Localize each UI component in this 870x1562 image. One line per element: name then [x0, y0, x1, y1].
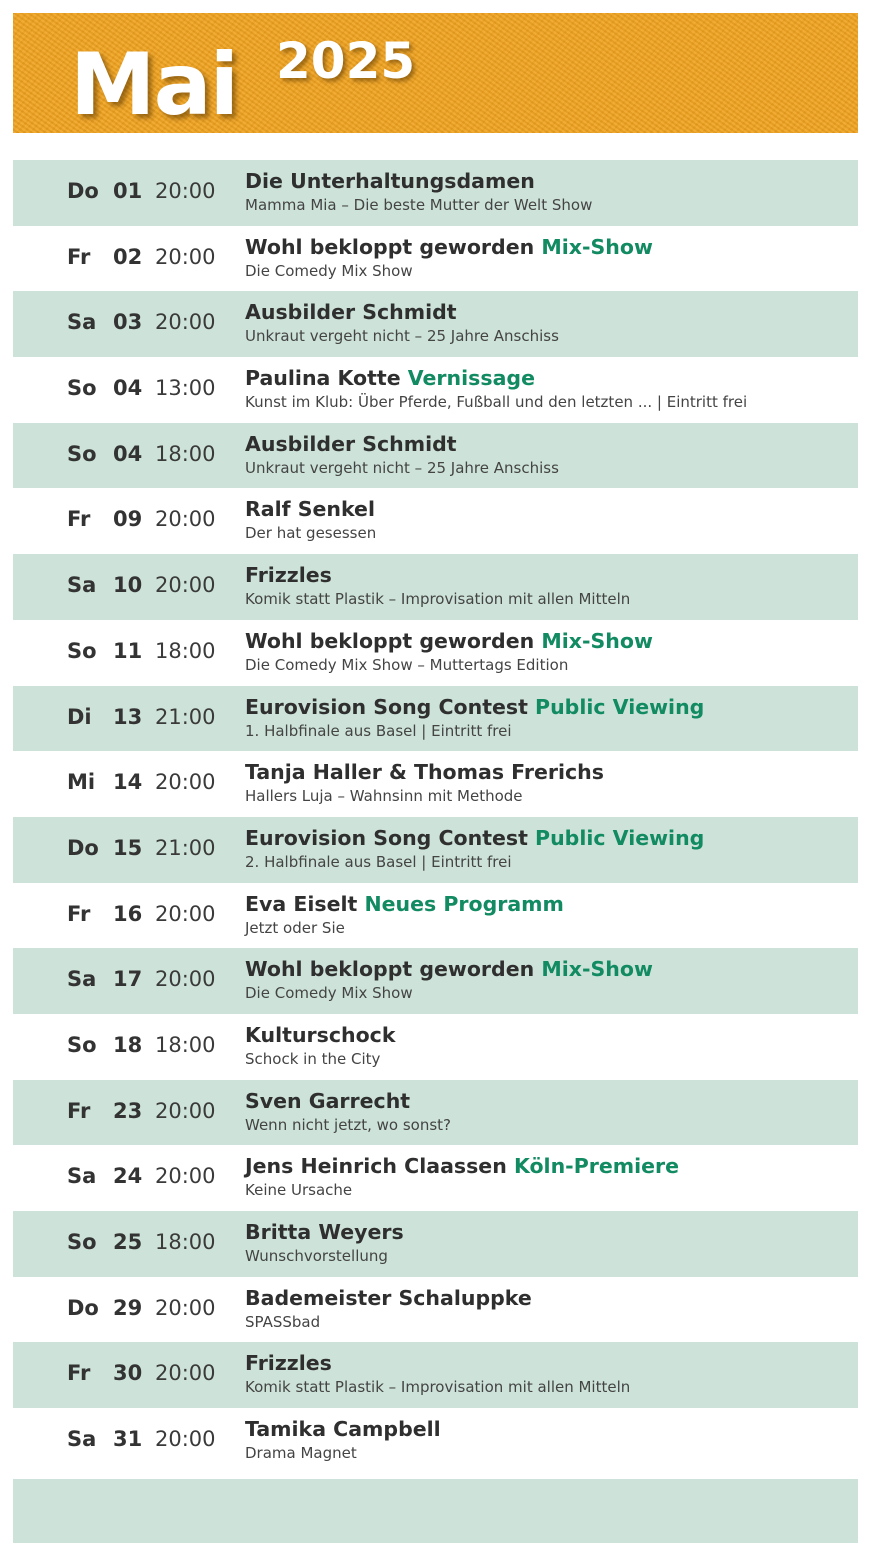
- event-row: [13, 1014, 858, 1080]
- event-title-line: [245, 496, 375, 522]
- event-tag: Public Viewing: [535, 694, 705, 719]
- event-title-line: [245, 1022, 395, 1048]
- event-title: Ausbilder Schmidt: [245, 431, 457, 456]
- event-title-line: [245, 299, 457, 325]
- event-title: Frizzles: [245, 563, 332, 588]
- event-title: Ralf Senkel: [245, 497, 375, 522]
- event-row: [13, 686, 858, 752]
- event-title: Ausbilder Schmidt: [245, 300, 457, 325]
- event-time: 20:00: [155, 507, 216, 532]
- event-list: [13, 160, 858, 1543]
- event-weekday: So: [67, 638, 97, 663]
- event-subtitle: Komik statt Plastik – Improvisation mit allen Mitteln: [245, 590, 631, 609]
- event-row: [13, 620, 858, 686]
- event-date: 09: [113, 507, 143, 532]
- event-title: Sven Garrecht: [245, 1088, 411, 1113]
- event-date: 11: [113, 638, 143, 663]
- event-time: 20:00: [155, 1361, 216, 1386]
- event-weekday: So: [67, 1032, 97, 1057]
- event-weekday: Di: [67, 704, 92, 729]
- event-weekday: Sa: [67, 967, 97, 992]
- event-weekday: Do: [67, 1295, 99, 1320]
- event-row: [13, 1408, 858, 1474]
- event-subtitle: 2. Halbfinale aus Basel | Eintritt frei: [245, 852, 512, 871]
- event-time: 20:00: [155, 310, 216, 335]
- event-subtitle: SPASSbad: [245, 1312, 321, 1331]
- event-time: 18:00: [155, 638, 216, 663]
- event-row: [13, 1080, 858, 1146]
- event-weekday: Do: [67, 835, 99, 860]
- event-title: Wohl bekloppt geworden: [245, 957, 535, 982]
- event-time: 20:00: [155, 1295, 216, 1320]
- event-title-line: [245, 1416, 441, 1442]
- event-title: Eurovision Song Contest: [245, 825, 528, 850]
- event-date: 16: [113, 901, 143, 926]
- event-weekday: So: [67, 1230, 97, 1254]
- event-subtitle: Drama Magnet: [245, 1444, 357, 1463]
- event-title: Frizzles: [245, 1351, 332, 1376]
- event-weekday: Fr: [67, 901, 91, 926]
- event-subtitle: Komik statt Plastik – Improvisation mit allen Mitteln: [245, 1378, 631, 1397]
- event-subtitle: 1. Halbfinale aus Basel | Eintritt frei: [245, 721, 512, 740]
- event-title: Wohl bekloppt geworden: [245, 234, 535, 259]
- event-title: Die Unterhaltungsdamen: [245, 169, 535, 193]
- event-weekday: Mi: [67, 770, 96, 795]
- event-subtitle: Keine Ursache: [245, 1181, 353, 1200]
- event-date: 14: [113, 770, 143, 795]
- event-weekday: Sa: [67, 1427, 97, 1452]
- event-row: [13, 751, 858, 817]
- event-weekday: Sa: [67, 573, 97, 598]
- event-subtitle: Hallers Luja – Wahnsinn mit Methode: [245, 787, 523, 806]
- event-date: 04: [113, 441, 143, 466]
- event-row: [13, 817, 858, 883]
- event-weekday: Fr: [67, 1361, 91, 1386]
- event-title-line: [245, 1219, 404, 1245]
- event-subtitle: Wenn nicht jetzt, wo sonst?: [245, 1115, 451, 1134]
- event-time: 20:00: [155, 967, 216, 992]
- event-title: Tamika Campbell: [245, 1417, 441, 1442]
- event-tag: Public Viewing: [535, 825, 705, 850]
- year-label: 2025: [276, 32, 416, 90]
- event-time: 20:00: [155, 244, 216, 269]
- event-date: 15: [113, 835, 143, 860]
- event-time: 20:00: [155, 1427, 216, 1452]
- event-time: 20:00: [155, 179, 216, 203]
- event-time: 21:00: [155, 704, 216, 729]
- event-title-line: [245, 1153, 679, 1179]
- event-title: Eurovision Song Contest: [245, 694, 528, 719]
- event-title: Britta Weyers: [245, 1220, 404, 1244]
- event-row: [13, 1277, 858, 1343]
- event-row: [13, 357, 858, 423]
- event-row: [13, 554, 858, 620]
- event-title: Kulturschock: [245, 1022, 396, 1047]
- event-title: Jens Heinrich Claassen: [245, 1154, 507, 1179]
- event-tag: Neues Programm: [364, 891, 564, 916]
- event-row: [13, 160, 858, 226]
- event-weekday: Sa: [67, 1164, 97, 1189]
- event-title-line: [245, 956, 653, 982]
- event-row: [13, 1342, 858, 1408]
- event-title-line: [245, 825, 704, 851]
- event-date: 24: [113, 1164, 143, 1189]
- event-subtitle: Die Comedy Mix Show: [245, 261, 413, 280]
- event-time: 21:00: [155, 835, 216, 860]
- event-subtitle: Schock in the City: [245, 1049, 381, 1068]
- event-date: 25: [113, 1230, 143, 1254]
- event-date: 13: [113, 704, 143, 729]
- event-row: [13, 423, 858, 489]
- month-title: Mai: [70, 35, 238, 135]
- event-tag: Mix-Show: [541, 957, 653, 982]
- event-time: 20:00: [155, 1164, 216, 1189]
- event-title: Tanja Haller & Thomas Frerichs: [245, 760, 604, 785]
- event-date: 10: [113, 573, 143, 598]
- event-title-line: [245, 562, 332, 588]
- event-time: 20:00: [155, 1098, 216, 1123]
- event-date: 29: [113, 1295, 143, 1320]
- event-weekday: Fr: [67, 1098, 91, 1123]
- event-subtitle: Wunschvorstellung: [245, 1247, 388, 1265]
- event-title-line: [245, 168, 535, 194]
- event-title: Paulina Kotte: [245, 366, 401, 391]
- event-date: 03: [113, 310, 143, 335]
- event-date: 30: [113, 1361, 143, 1386]
- event-subtitle: Jetzt oder Sie: [245, 918, 345, 937]
- event-title-line: [245, 234, 653, 260]
- event-subtitle: Unkraut vergeht nicht – 25 Jahre Anschiss: [245, 458, 559, 477]
- event-time: 20:00: [155, 573, 216, 598]
- event-row: [13, 226, 858, 292]
- event-subtitle: Mamma Mia – Die beste Mutter der Welt Show: [245, 196, 593, 214]
- event-time: 18:00: [155, 1032, 216, 1057]
- event-date: 17: [113, 967, 143, 992]
- month-header: [13, 13, 858, 133]
- event-tag: Vernissage: [407, 366, 535, 391]
- event-weekday: Fr: [67, 244, 91, 269]
- event-row: [13, 1211, 858, 1277]
- event-weekday: Do: [67, 179, 99, 203]
- event-title: Wohl bekloppt geworden: [245, 628, 535, 653]
- event-tag: Mix-Show: [541, 628, 653, 653]
- event-subtitle: Die Comedy Mix Show: [245, 984, 413, 1003]
- event-date: 23: [113, 1098, 143, 1123]
- event-subtitle: Die Comedy Mix Show – Muttertags Edition: [245, 655, 569, 674]
- event-row: [13, 948, 858, 1014]
- event-tag: Mix-Show: [541, 234, 653, 259]
- event-time: 20:00: [155, 901, 216, 926]
- event-row: [13, 883, 858, 949]
- event-title-line: [245, 365, 535, 391]
- event-title-line: [245, 891, 564, 917]
- event-subtitle: Unkraut vergeht nicht – 25 Jahre Anschiss: [245, 327, 559, 346]
- event-weekday: So: [67, 376, 97, 401]
- event-tag: Köln-Premiere: [513, 1154, 680, 1179]
- event-time: 20:00: [155, 770, 216, 795]
- event-title-line: [245, 431, 457, 457]
- event-time: 13:00: [155, 376, 216, 401]
- event-title-line: [245, 694, 704, 720]
- event-row: [13, 488, 858, 554]
- event-title-line: [245, 759, 604, 785]
- event-row: [13, 291, 858, 357]
- event-time: 18:00: [155, 1230, 216, 1254]
- event-weekday: Fr: [67, 507, 91, 532]
- event-date: 01: [113, 179, 143, 203]
- event-title: Eva Eiselt: [245, 891, 358, 916]
- event-weekday: So: [67, 441, 97, 466]
- empty-row: [13, 1479, 858, 1543]
- event-title-line: [245, 1088, 410, 1114]
- event-subtitle: Kunst im Klub: Über Pferde, Fußball und den letzten ... | Eintritt frei: [245, 393, 748, 412]
- event-weekday: Sa: [67, 310, 97, 335]
- event-date: 02: [113, 244, 143, 269]
- event-row: [13, 1145, 858, 1211]
- event-date: 04: [113, 376, 143, 401]
- event-title-line: [245, 1350, 332, 1376]
- event-title-line: [245, 1285, 532, 1311]
- event-time: 18:00: [155, 441, 216, 466]
- event-date: 18: [113, 1032, 143, 1057]
- event-subtitle: Der hat gesessen: [245, 524, 377, 543]
- event-date: 31: [113, 1427, 143, 1452]
- event-title: Bademeister Schaluppke: [245, 1285, 532, 1310]
- event-title-line: [245, 628, 653, 654]
